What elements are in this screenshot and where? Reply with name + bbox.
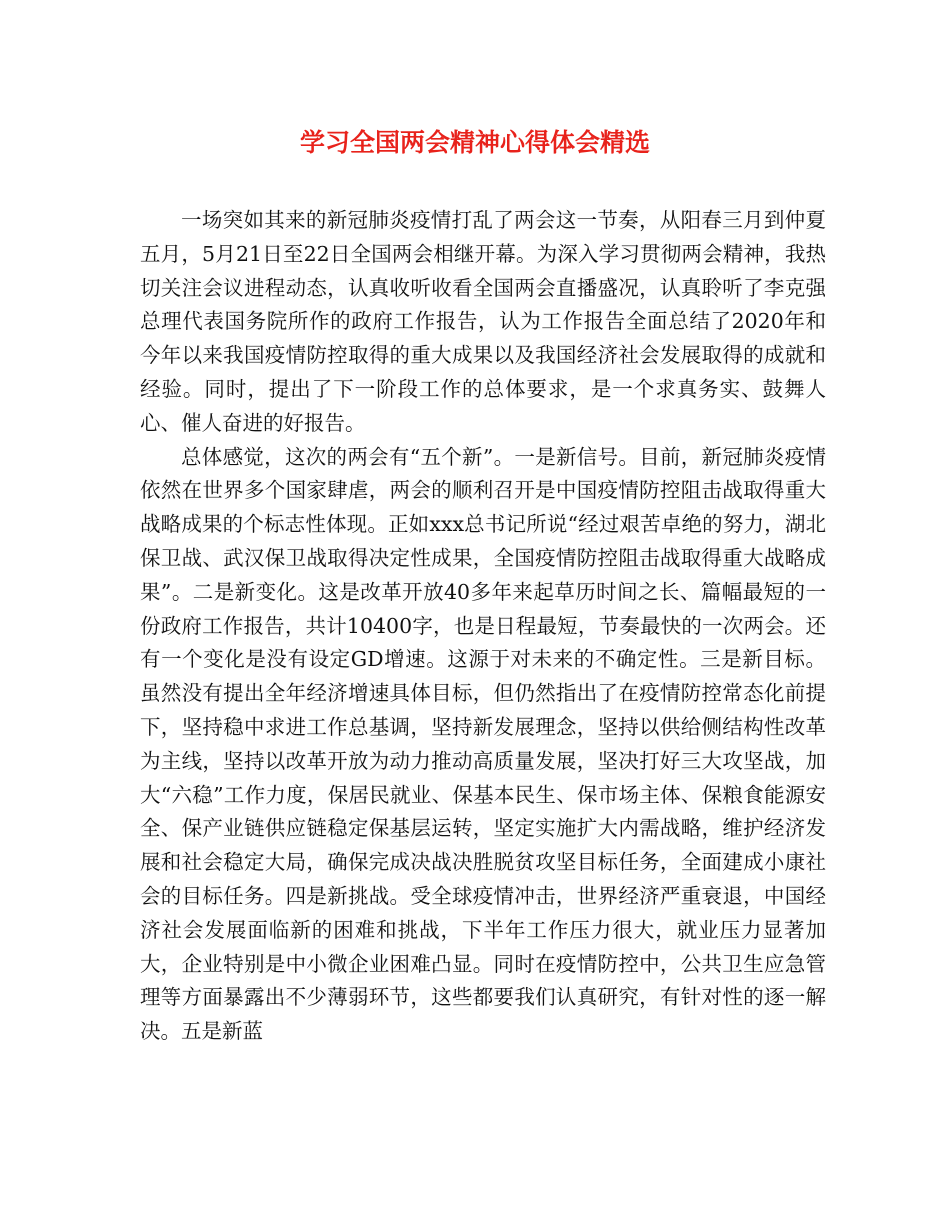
paragraph-five-new: 总体感觉，这次的两会有“五个新”。一是新信号。目前，新冠肺炎疫情依然在世界多个国家肆虐，两会的顺利召开是中国疫情防控阻击战取得重大战略成果的个标志性体现。正如xxx总书记所说“经过艰苦卓绝的努力，湖北保卫战、武汉保卫战取得决定性成果，全国疫情防控阻击战取得重大战略成果”。二是新变化。这是改革开放40多年来起草历时间之长、篇幅最短的一份政府工作报告，共计10400字，也是日程最短，节奏最快的一次两会。还有一个变化是没有设定GD增速。这源于对未来的不确定性。三是新目标。虽然没有提出全年经济增速具体目标，但仍然指出了在疫情防控常态化前提下，坚持稳中求进工作总基调，坚持新发展理念，坚持以供给侧结构性改革为主线，坚持以改革开放为动力推动高质量发展，坚决打好三大攻坚战，加大“六稳”工作力度，保居民就业、保基本民生、保市场主体、保粮食能源安全、保产业链供应链稳定保基层运转，坚定实施扩大内需战略，维护经济发展和社会稳定大局，确保完成决战决胜脱贫攻坚目标任务，全面建成小康社会的目标任务。四是新挑战。受全球疫情冲击，世界经济严重衰退，中国经济社会发展面临新的困难和挑战，下半年工作压力很大，就业压力显著加大，企业特别是中小微企业困难凸显。同时在疫情防控中，公共卫生应急管理等方面暴露出不少薄弱环节，这些都要我们认真研究，有针对性的逐一解决。五是新蓝 [140,444,826,1044]
document-title: 学习全国两会精神心得体会精选 [299,128,650,157]
document-body [140,204,826,1049]
paragraph-intro: 一场突如其来的新冠肺炎疫情打乱了两会这一节奏，从阳春三月到仲夏五月，5月21日至22日全国两会相继开幕。为深入学习贯彻两会精神，我热切关注会议进程动态，认真收听收看全国两会直播盛况，认真聆听了李克强总理代表国务院所作的政府工作报告，认为工作报告全面总结了2020年和今年以来我国疫情防控取得的重大成果以及我国经济社会发展取得的成就和经验。同时，提出了下一阶段工作的总体要求，是一个求真务实、鼓舞人心、催人奋进的好报告。 [140,208,826,435]
